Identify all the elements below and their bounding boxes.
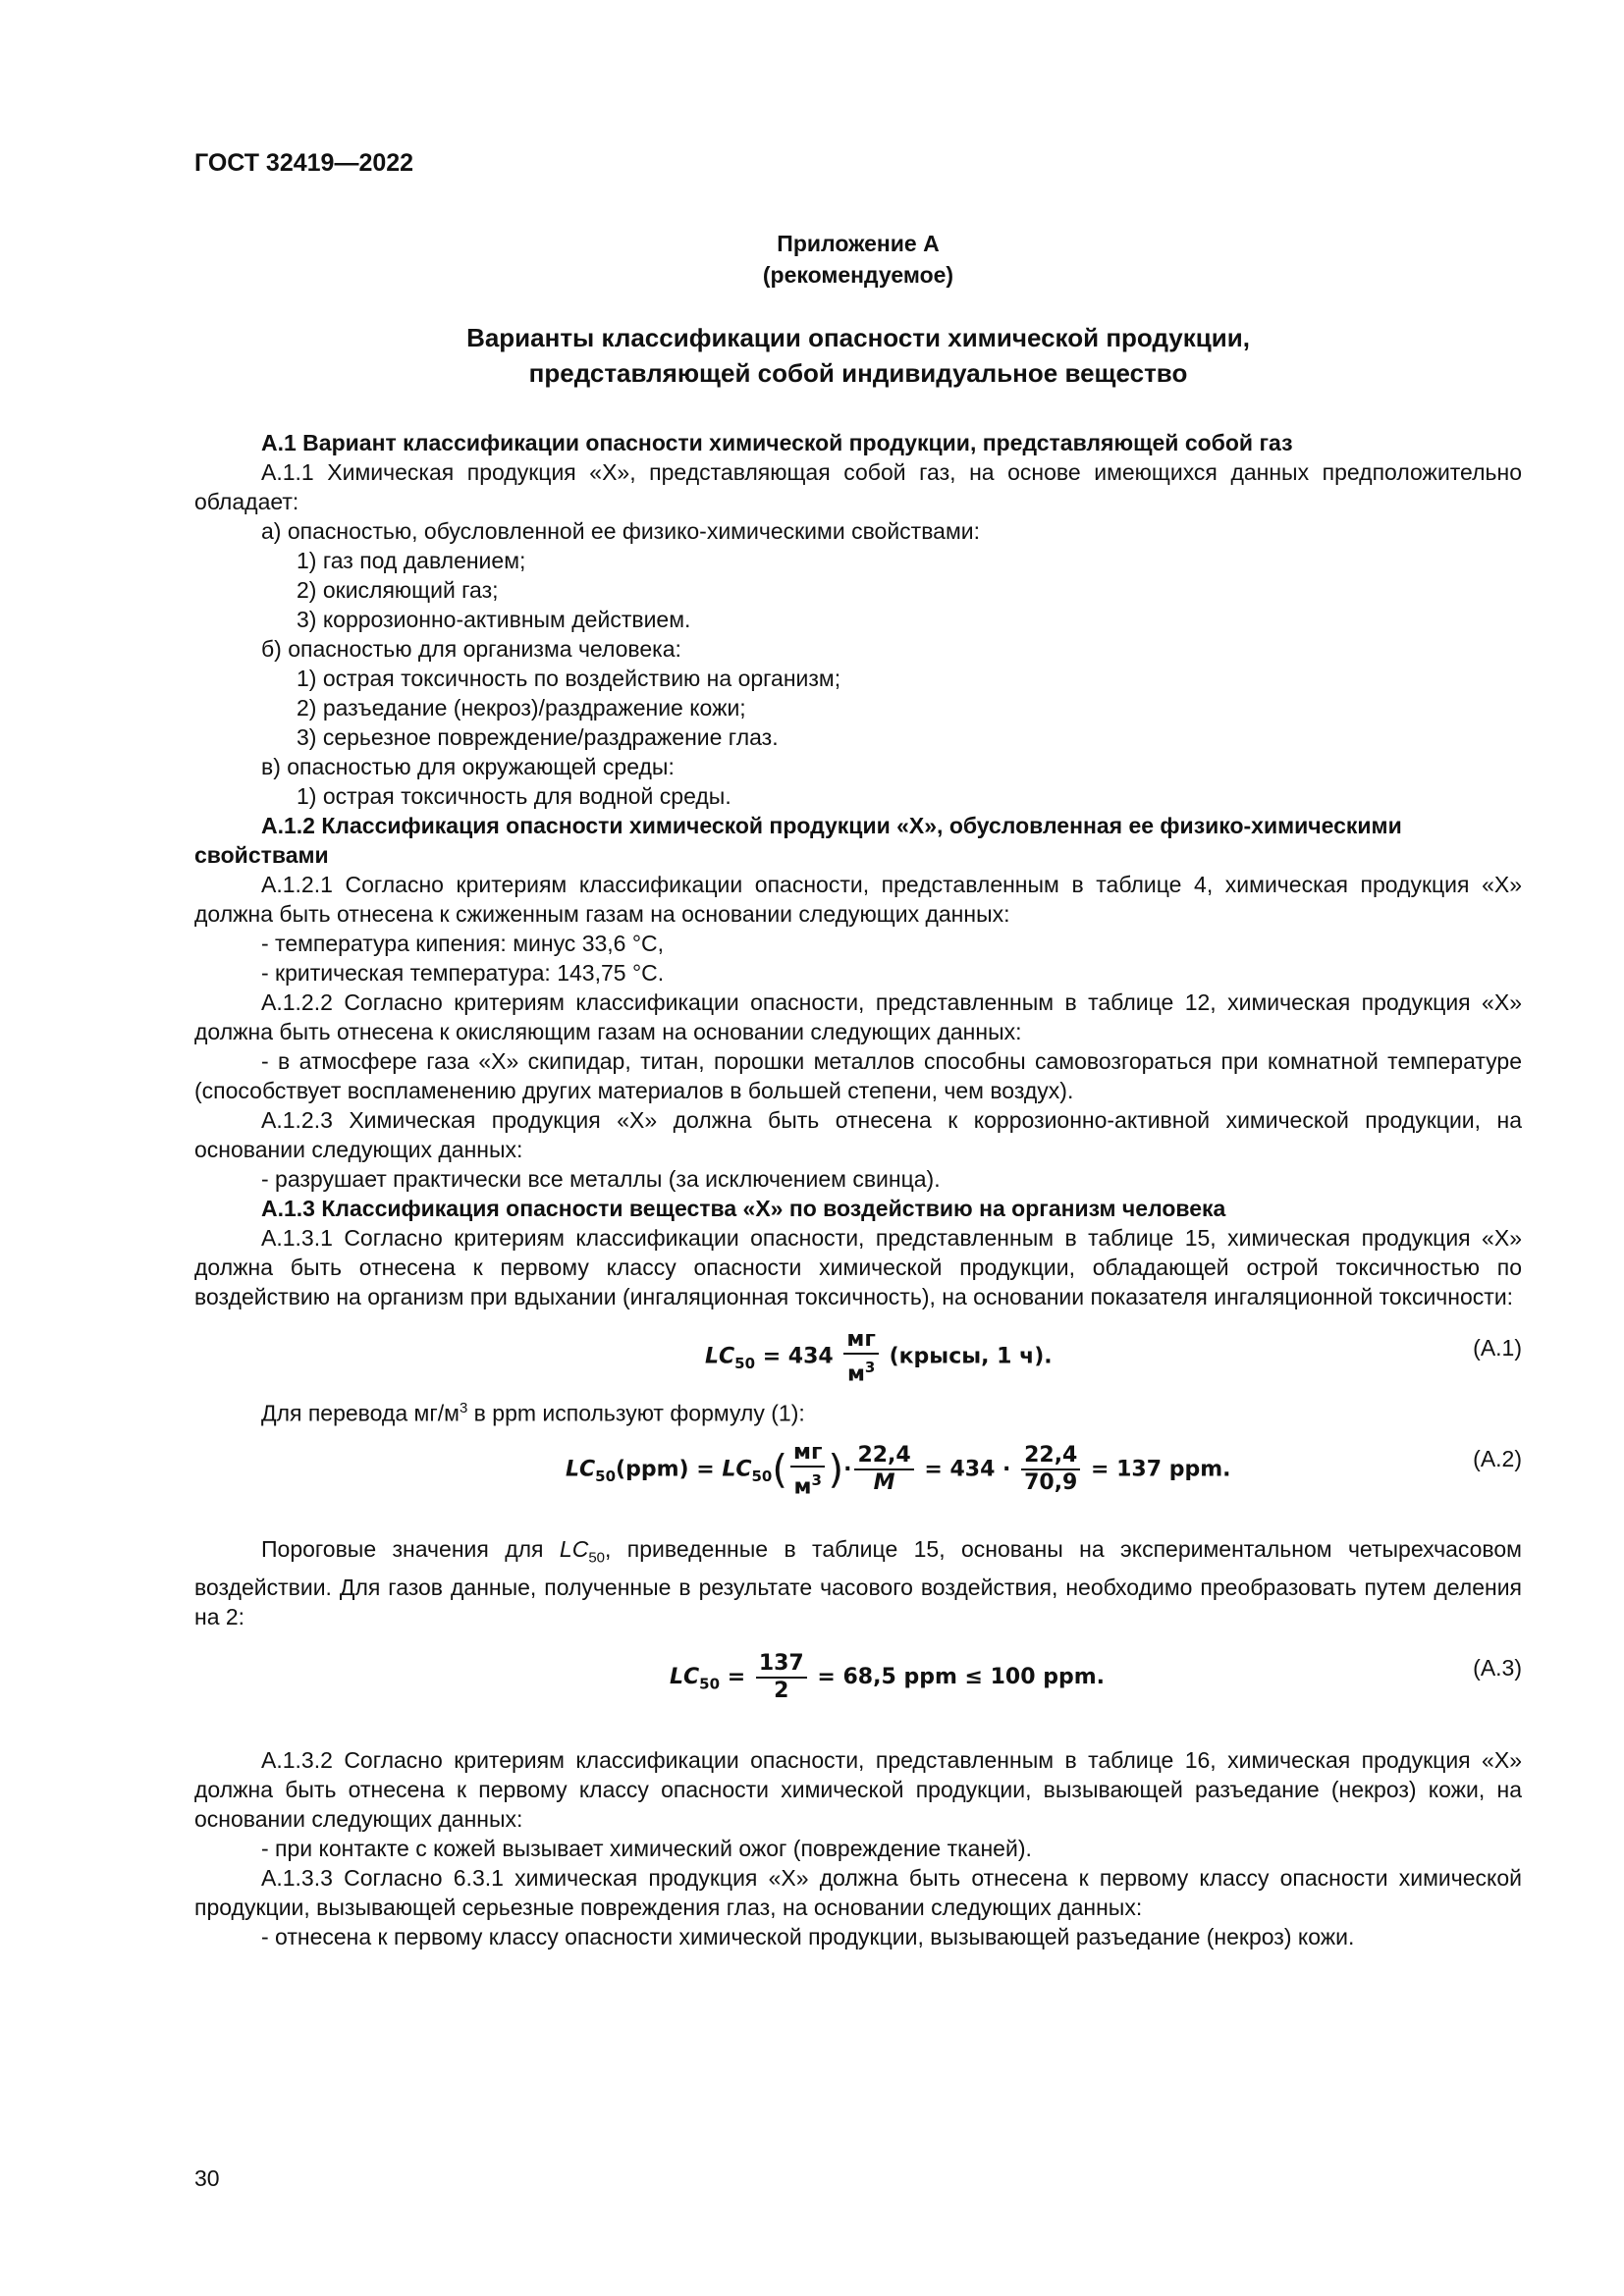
formula-a1-tail: (крысы, 1 ч). [889,1344,1053,1369]
dash-item-crit: - критическая температура: 143,75 °С. [261,960,665,986]
document-body [194,428,1522,1951]
close-paren: ) [828,1447,844,1493]
unit-numerator: мг [843,1327,878,1355]
list-item-v1: 1) острая токсичность для водной среды. [297,783,731,809]
formula-a2-value: = 434 · [916,1457,1019,1482]
unit-fraction [790,1440,825,1500]
unit-numerator: мг [790,1440,825,1468]
formula-a2 [194,1438,1522,1521]
lc-symbol: LC [722,1457,752,1482]
standard-number: ГОСТ 32419—2022 [194,149,414,177]
section-heading-a12: А.1.2 Классификация опасности химической продукции «Х», обусловленная ее физико-химическими свойствами [194,813,1402,868]
appendix-title [194,320,1522,391]
paragraph-a132: А.1.3.2 Согласно критериям классификации опасности, представленным в таблице 16, химическая продукция «Х» должна быть отнесена к первому классу опасности химической продукции, вызывающей разъедание (некроз) кожи, на основании следующих данных: [194,1747,1522,1833]
molar-fraction [854,1443,913,1496]
lc-symbol: LC [670,1665,700,1690]
appendix-status: (рекомендуемое) [762,262,954,288]
conversion-sentence-start: Для перевода мг/м [261,1400,460,1426]
paragraph-a133: А.1.3.3 Согласно 6.3.1 химическая продукция «Х» должна быть отнесена к первому классу опасности химической продукции, вызывающей серьезные повреждения глаз, на основании следующих данных: [194,1865,1522,1921]
formula-a3-expression [670,1651,1105,1704]
formula-a2-expression [566,1440,1230,1500]
open-paren: ( [772,1447,787,1493]
unit-denominator-exp: 3 [864,1359,876,1376]
list-item-b3: 3) серьезное повреждение/раздражение глаз. [297,724,779,750]
unit-fraction [843,1327,878,1387]
list-item-a1: 1) газ под давлением; [297,548,526,573]
formula-a2-number: (А.2) [1473,1445,1522,1471]
list-item-a3: 3) коррозионно-активным действием. [297,607,691,632]
threshold-paragraph-start: Пороговые значения для [261,1535,560,1562]
section-heading-a13: А.1.3 Классификация опасности вещества «Х» по воздействию на организм человека [261,1196,1226,1221]
lc-subscript: 50 [734,1355,756,1373]
halving-denominator: 2 [774,1679,789,1704]
dash-item-skin: - при контакте с кожей вызывает химический ожог (повреждение тканей). [261,1836,1032,1862]
unit-denominator [790,1468,825,1500]
formula-a1-expression [705,1327,1053,1387]
numeric-fraction [1021,1443,1080,1496]
lc-subscript: 50 [751,1467,773,1485]
paragraph-a122: А.1.2.2 Согласно критериям классификации опасности, представленным в таблице 12, химическая продукция «Х» должна быть отнесена к окисляющим газам на основании следующих данных: [194,989,1522,1044]
lc-symbol: LC [566,1457,596,1482]
list-item-b: б) опасностью для организма человека: [261,636,681,662]
paragraph-a131: А.1.3.1 Согласно критериям классификации опасности, представленным в таблице 15, химическая продукция «Х» должна быть отнесена к первому классу опасности химической продукции, обладающей острой токсичностью по воздействию на организм при вдыхании (ингаляционная токсичность), на основании показателя ингаляционной токсичности: [194,1225,1522,1309]
list-item-v: в) опасностью для окружающей среды: [261,754,675,779]
dash-item-eyes: - отнесена к первому классу опасности химической продукции, вызывающей разъедание (некроз) кожи. [261,1924,1355,1950]
unit-denominator-exp: 3 [811,1470,822,1489]
threshold-paragraph [194,1534,1522,1632]
appendix-title-line2: представляющей собой индивидуальное вещество [528,358,1188,388]
formula-a3-number: (А.3) [1473,1655,1522,1682]
unit-denominator-base: м [846,1362,865,1387]
threshold-paragraph-end: , приведенные в таблице 15, основаны на экспериментальном четырехчасовом воздействии. Для газов данные, полученные в результате часового воздействия, необходимо преобразовать путем деления на 2: [194,1535,1522,1630]
paragraph-a123: А.1.2.3 Химическая продукция «Х» должна быть отнесена к коррозионно-активной химической продукции, на основании следующих данных: [194,1107,1522,1162]
formula-a3 [194,1649,1522,1732]
paragraph-a11: А.1.1 Химическая продукция «Х», представляющая собой газ, на основе имеющихся данных предположительно обладает: [194,459,1522,514]
formula-a3-result: = 68,5 ppm ≤ 100 ppm. [809,1665,1105,1690]
dash-item-atmosphere: - в атмосфере газа «Х» скипидар, титан, порошки металлов способны самовозгораться при комнатной температуре (способствует воспламенению других материалов в большей степени, чем воздух). [194,1048,1522,1103]
numeric-numerator: 22,4 [1021,1443,1080,1470]
appendix-label: Приложение А [777,231,940,256]
unit-denominator [843,1355,878,1387]
formula-a1-value: = 434 [755,1344,834,1369]
formula-a3-equals: = [720,1665,753,1690]
formula-a2-ppm: (ppm) = [616,1457,723,1482]
halving-numerator: 137 [756,1651,807,1679]
section-heading-a1: А.1 Вариант классификации опасности химической продукции, представляющей собой газ [261,430,1293,455]
formula-a2-result: = 137 ppm. [1083,1457,1231,1482]
molar-denominator [854,1470,913,1496]
formula-a1 [194,1323,1522,1388]
conversion-unit-exponent: 3 [459,1400,468,1416]
conversion-sentence-end: в ppm используют формулу (1): [467,1400,805,1426]
lc-symbol: LC [559,1535,589,1562]
appendix-title-line1: Варианты классификации опасности химической продукции, [466,323,1250,352]
dash-item-boil: - температура кипения: минус 33,6 °С, [261,931,665,956]
unit-denominator-base: м [793,1473,812,1499]
molar-numerator: 22,4 [854,1443,913,1470]
multiply-dot: · [843,1457,852,1482]
list-item-a: а) опасностью, обусловленной ее физико-химическими свойствами: [261,518,981,544]
lc-subscript: 50 [595,1467,617,1485]
appendix-heading [194,228,1522,291]
conversion-sentence [194,1394,1522,1428]
molar-mass-symbol: M [873,1470,895,1496]
list-item-b1: 1) острая токсичность по воздействию на организм; [297,666,841,691]
dash-item-metals: - разрушает практически все металлы (за исключением свинца). [261,1166,941,1192]
formula-a1-number: (А.1) [1473,1335,1522,1361]
lc-symbol: LC [705,1344,735,1369]
list-item-b2: 2) разъедание (некроз)/раздражение кожи; [297,695,746,721]
lc-subscript: 50 [699,1675,721,1693]
list-item-a2: 2) окисляющий газ; [297,577,499,603]
halving-fraction [756,1651,807,1704]
paragraph-a121: А.1.2.1 Согласно критериям классификации опасности, представленным в таблице 4, химическая продукция «Х» должна быть отнесена к сжиженным газам на основании следующих данных: [194,872,1522,927]
lc-subscript: 50 [588,1549,605,1567]
numeric-denominator: 70,9 [1024,1470,1078,1496]
page-number: 30 [194,2165,220,2191]
